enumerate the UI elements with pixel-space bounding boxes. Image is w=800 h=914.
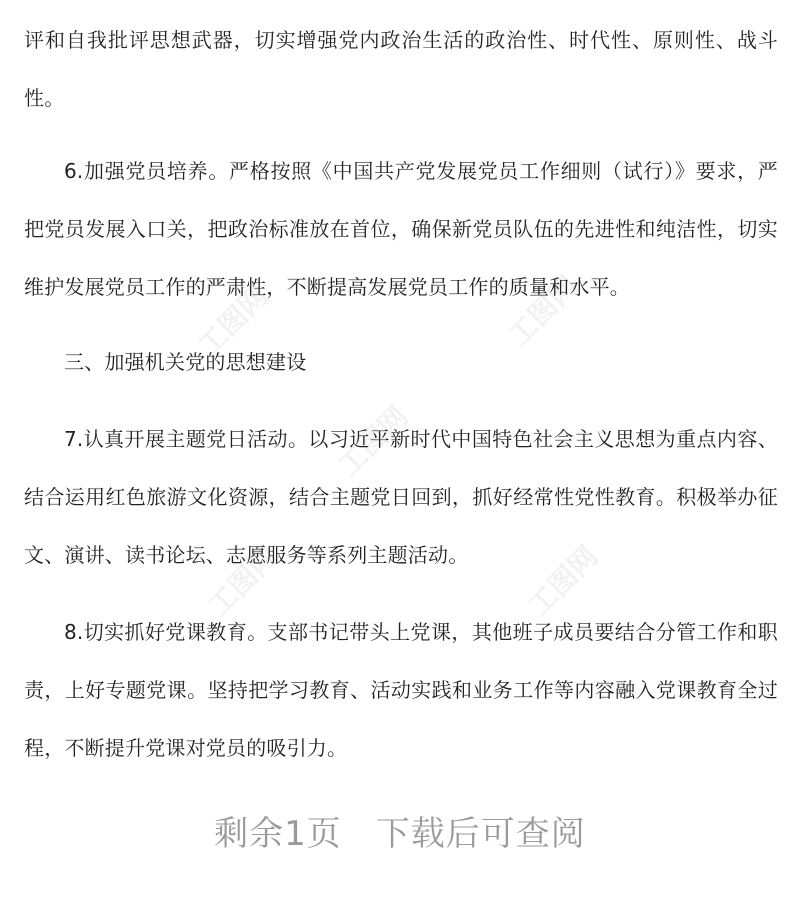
download-to-view-link[interactable]: 下载后可查阅 (375, 814, 586, 854)
paragraph-item-7: 7.认真开展主题党日活动。以习近平新时代中国特色社会主义思想为重点内容、结合运用红色旅游文化资源，结合主题党日回到，抓好经常性党性教育。积极举办征文、演讲、读书论坛、志愿服务等系列主题活动。 (24, 427, 778, 567)
watermark: 工图网 (501, 269, 585, 353)
watermark: 工图网 (521, 539, 605, 623)
paragraph-continued: 评和自我批评思想武器，切实增强党内政治生活的政治性、时代性、原则性、战斗性。 (24, 28, 778, 110)
paragraph-item-6: 6.加强党员培养。严格按照《中国共产党发展党员工作细则（试行）》要求，严把党员发展入口关，把政治标准放在首位，确保新党员队伍的先进性和纯洁性，切实维护发展党员工作的严肃性，不断提高发展党员工作的质量和水平。 (24, 159, 778, 299)
remaining-pages-label: 剩余1页 (214, 814, 342, 854)
section-heading-3: 三、加强机关党的思想建设 (64, 350, 307, 374)
watermark: 工图网 (201, 539, 285, 623)
watermark: 工图网 (191, 279, 275, 363)
watermark: 工图网 (331, 399, 415, 483)
paragraph-item-8: 8.切实抓好党课教育。支部书记带头上党课，其他班子成员要结合分管工作和职责，上好专题党课。坚持把学习教育、活动实践和业务工作等内容融入党课教育全过程，不断提升党课对党员的吸引力。 (24, 620, 778, 760)
remaining-pages-banner[interactable] (0, 806, 800, 855)
